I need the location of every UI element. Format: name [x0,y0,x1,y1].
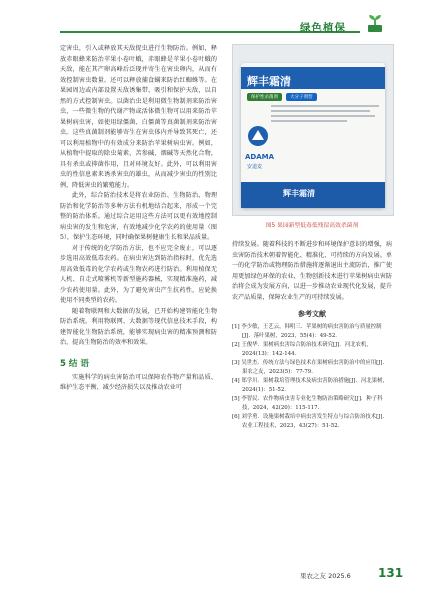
adama-logo-icon [247,125,269,147]
body-paragraph-2: 此外，综合防治技术是将农业防治、生物防治、物理防治和化学防治等多种方法有机地结合起来，形成一个完整的防治体系。通过综合运用这些方法可以更有效地控制病虫害的发生和危害，有效地减少化学农药的使用量（图5），保护生态环境，同时确保果树健康生长和果品质量。 [60,192,217,241]
reference-item: [1] 李少敏，王艺云，韩明三．苹果树的病虫害防治与质量控制[J]．落叶果树，2023，55(4)：49-52． [232,324,382,339]
brand-cn: 安道麦 [247,164,263,170]
conclusion-paragraph: 实施科学的病虫害防治可以保障农作物产量和品质、维护生态平衡、减少经济损失以及推动农业可 [60,373,217,391]
conclusion-heading: 5 结 语 [60,358,89,369]
right-column [232,240,392,431]
product-name: 辉丰霜清 [247,75,291,88]
package-band [241,67,385,89]
right-paragraph: 持续发展。随着科技的不断进步和环境保护意识的增强，病虫害防治技术朝着智能化、精准化、可持续的方向发展。单一的化学防治或物理防治措施将逐渐退出主流防治，推广使用更加绿色环保的农业、生物创新技术进行苹果树病虫害防治将会成为发展方向，以进一步推动农业现代化发展，提升农产品质量，保障农业生产的可持续发展。 [232,241,392,301]
package-tag-1: 保护性杀菌剂 [247,93,282,101]
reference-item: [6] 刘学勇．设施果树栽培中病虫害发生特点与综合防治技术[J]．农业工程技术，2023，43(27)：51-52． [232,414,388,429]
sprout-icon [364,12,386,34]
body-paragraph-1: 定害虫，引入或释放其天敌捉虫进行生物防治。例如，释放赤眼蜂来防治苹果小卷叶蛾，赤眼蜂是苹果小卷叶蛾的天敌，能在其产卵高峰后泛现并寄生在害虫卵内，从而有效控制害虫数量。还可以释放捕食螨来防治红蜘蛛等。在果园周边或内部设置天敌诱集带、吸引和保护天敌，以自然的方式控制害虫。以菌治虫是利用微生物制剂来防治害虫，一些微生物的代谢产物或活体微生物可以用来防治苹果树病虫害，如使用绿僵菌、白僵菌等真菌制剂来防治害虫。这些真菌制剂能够寄生在害虫体内并导致其死亡，还可以利用植物中的有效成分来防治苹果树病虫害。例如，从植物中提取的除虫菊素、苦参碱、烟碱等天然化合物，具有杀虫或抑菌作用，且对环境友好。此外，可以利用害虫的性信息素来诱杀害虫的雄虫，从而减少害虫的性别比例，降低害虫的繁殖能力。 [60,45,217,189]
body-paragraph-4: 随着物联网和大数据的发展，已开始构建智能化生物防治系统。利用物联网、大数据等现代信息技术手段，构建智能化生物防治系统，能够实现病虫害的精准预测和防治，提高生物防治的效率和效果。 [60,307,217,346]
product-package [241,63,385,208]
reference-item: [2] 王俊华．果树病虫害综合防治技术研究[J]．河北农机，2024(13)：142-144． [232,342,372,357]
figure-caption: 图5 果园新型低毒低残留高效杀菌剂 [265,223,359,229]
reference-item: [4] 郑学川．果树栽培管理技术及病虫害防治措施[J]．河北果树，2024(1)：51-52． [232,378,388,393]
body-paragraph-3: 对于传统的化学防治方法，也不应完全废止，可以逐步选用高效低毒农药。在病虫害达到防治指标时，优先选用高效低毒的化学农药或生物农药进行防治。利用植保无人机、自走式喷雾机等新型施药器械，实现精准施药，减少农药使用量。此外，为了避免害虫产生抗药性，应轮换使用不同类型的农药。 [60,244,217,304]
reference-item: [3] 吴世杰．传统方法与绿色技术在果树病虫害防治中的应用[J]．果农之友，2023(5)：77-79． [232,360,388,375]
page-header [0,0,427,40]
left-column [60,44,217,394]
package-tag-2: 大分子剂型 [286,93,317,101]
journal-footer: 果农之友 2025.6 [300,572,351,580]
package-bottom-text: 辉丰霜清 [283,189,315,198]
figure-photo [232,44,394,216]
package-bottom-band [241,182,385,208]
package-tags [247,93,317,101]
page-number: 131 [378,566,404,580]
section-tag: 绿色植保 [300,22,346,34]
brand-en: ADAMA [245,153,275,161]
reference-item: [5] 李智民．农作物病虫害专业化生物防治策略研究[J]．种子科技，2024，42(20)：115-117． [232,396,383,411]
package-fine-print [271,105,379,131]
references-heading: 参考文献 [298,310,326,318]
